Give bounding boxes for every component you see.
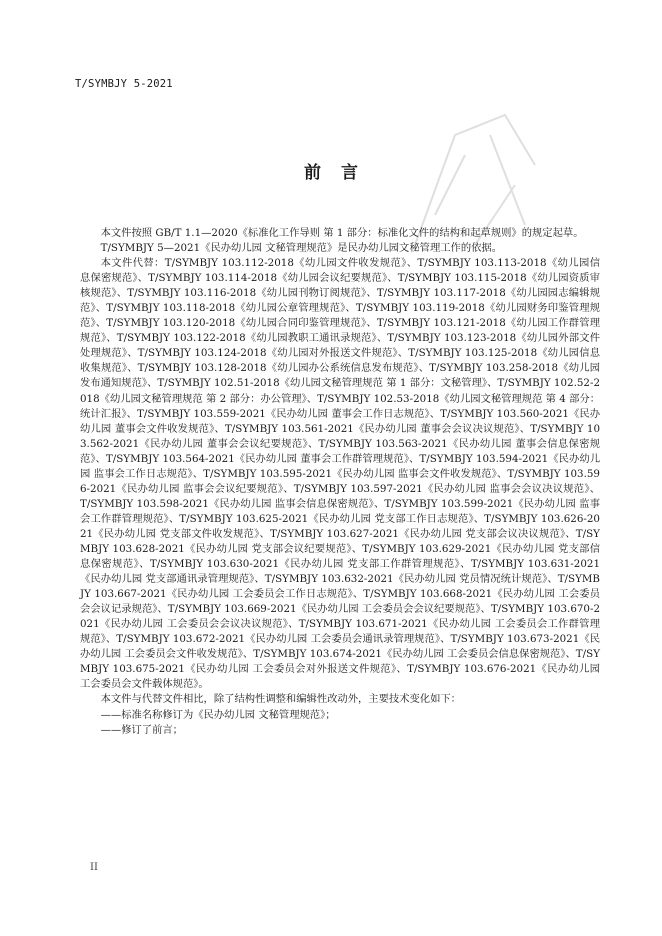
paragraph-replaced-standards: 本文件代替：T/SYMBJY 103.112-2018《幼儿园文件收发规范》、T/SYMBJY 103.113-2018《幼儿园信息保密规范》、T/SYMBJY 103.114-2018《幼儿园会议纪要规范》、T/SYMBJY 103.115-2018《幼儿园资质审核规范》、T/SYMBJY 103.116-2018《幼儿园刊物订阅规范》、T/SYMBJY 103.117-2018《幼儿园园志编辑规范》、T/SYMBJY 103.118-2018《幼儿园公章管理规范》、T/SYMBJY 103.119-2018《幼儿园财务印鉴管理规范》、T/SYMBJY 103.120-2018《幼儿园合同印鉴管理规范》、T/SYMBJY 103.121-2018《幼儿园工作群管理规范》、T/SYMBJY 103.122-2018《幼儿园教职工通讯录规范》、T/SYMBJY 103.123-2018《幼儿园外部文件处理规范》、T/SYMBJY 103.124-2018《幼儿园对外报送文件规范》、T/SYMBJY 103.125-2018《幼儿园信息收集规范》、T/SYMBJY 103.128-2018《幼儿园办公系统信息发布规范》、T/SYMBJY 103.258-2018《幼儿园发布通知规范》、T/SYMBJY 102.51-2018《幼儿园文秘管理规范 第 1 部分：文秘管理》、T/SYMBJY 102.52-2018《幼儿园文秘管理规范 第 2 部分：办公管理》、T/SYMBJY 102.53-2018《幼儿园文秘管理规范 第 4 部分：统计汇报》、T/SYMBJY 103.559-2021《民办幼儿园 董事会工作日志规范》、T/SYMBJY 103.560-2021《民办幼儿园 董事会文件收发规范》、T/SYMBJY 103.561-2021《民办幼儿园 董事会会议决议规范》、T/SYMBJY 103.562-2021《民办幼儿园 董事会会议纪要规范》、T/SYMBJY 103.563-2021《民办幼儿园 董事会信息保密规范》、T/SYMBJY 103.564-2021《民办幼儿园 董事会工作群管理规范》、T/SYMBJY 103.594-2021《民办幼儿园 监事会工作日志规范》、T/SYMBJY 103.595-2021《民办幼儿园 监事会文件收发规范》、T/SYMBJY 103.596-2021《民办幼儿园 监事会会议纪要规范》、T/SYMBJY 103.597-2021《民办幼儿园 监事会会议决议规范》、T/SYMBJY 103.598-2021《民办幼儿园 监事会信息保密规范》、T/SYMBJY 103.599-2021《民办幼儿园 监事会工作群管理规范》、T/SYMBJY 103.625-2021《民办幼儿园 党支部工作日志规范》、T/SYMBJY 103.626-2021《民办幼儿园 党支部文件收发规范》、T/SYMBJY 103.627-2021《民办幼儿园 党支部会议决议规范》、T/SYMBJY 103.628-2021《民办幼儿园 党支部会议纪要规范》、T/SYMBJY 103.629-2021《民办幼儿园 党支部信息保密规范》、T/SYMBJY 103.630-2021《民办幼儿园 党支部工作群管理规范》、T/SYMBJY 103.631-2021《民办幼儿园 党支部通讯录管理规范》、T/SYMBJY 103.632-2021《民办幼儿园 党员情况统计规范》、T/SYMBJY 103.667-2021《民办幼儿园 工会委员会工作日志规范》、T/SYMBJY 103.668-2021《民办幼儿园 工会委员会会议记录规范》、T/SYMBJY 103.669-2021《民办幼儿园 工会委员会会议纪要规范》、T/SYMBJY 103.670-2021《民办幼儿园 工会委员会会议决议规范》、T/SYMBJY 103.671-2021《民办幼儿园 工会委员会工作群管理规范》、T/SYMBJY 103.672-2021《民办幼儿园 工会委员会通讯录管理规范》、T/SYMBJY 103.673-2021《民办幼儿园 工会委员会文件收发规范》、T/SYMBJY 103.674-2021《民办幼儿园 工会委员会信息保密规范》、T/SYMBJY 103.675-2021《民办幼儿园 工会委员会对外报送文件规范》、T/SYMBJY 103.676-2021《民办幼儿园 工会委员会文件载体规范》。 bbox=[80, 257, 600, 691]
list-item-change: ——标准名称修订为《民办幼儿园 文秘管理规范》； bbox=[100, 708, 336, 721]
paragraph-standard-purpose: T/SYMBJY 5—2021《民办幼儿园 文秘管理规范》是民办幼儿园文秘管理工作的依据。 bbox=[100, 242, 503, 255]
list-item-change: ——修订了前言； bbox=[100, 723, 183, 736]
foreword-body bbox=[80, 226, 600, 738]
page-title: 前言 bbox=[304, 163, 378, 183]
standard-code-header: T/SYMBJY 5-2021 bbox=[75, 78, 173, 90]
page-number: II bbox=[90, 862, 98, 873]
paragraph-drafting-basis: 本文件按照 GB/T 1.1—2020《标准化工作导则 第 1 部分：标准化文件的结构和起草规则》的规定起草。 bbox=[100, 227, 584, 239]
paragraph-changes-intro: 本文件与代替文件相比，除了结构性调整和编辑性改动外，主要技术变化如下： bbox=[100, 693, 461, 706]
